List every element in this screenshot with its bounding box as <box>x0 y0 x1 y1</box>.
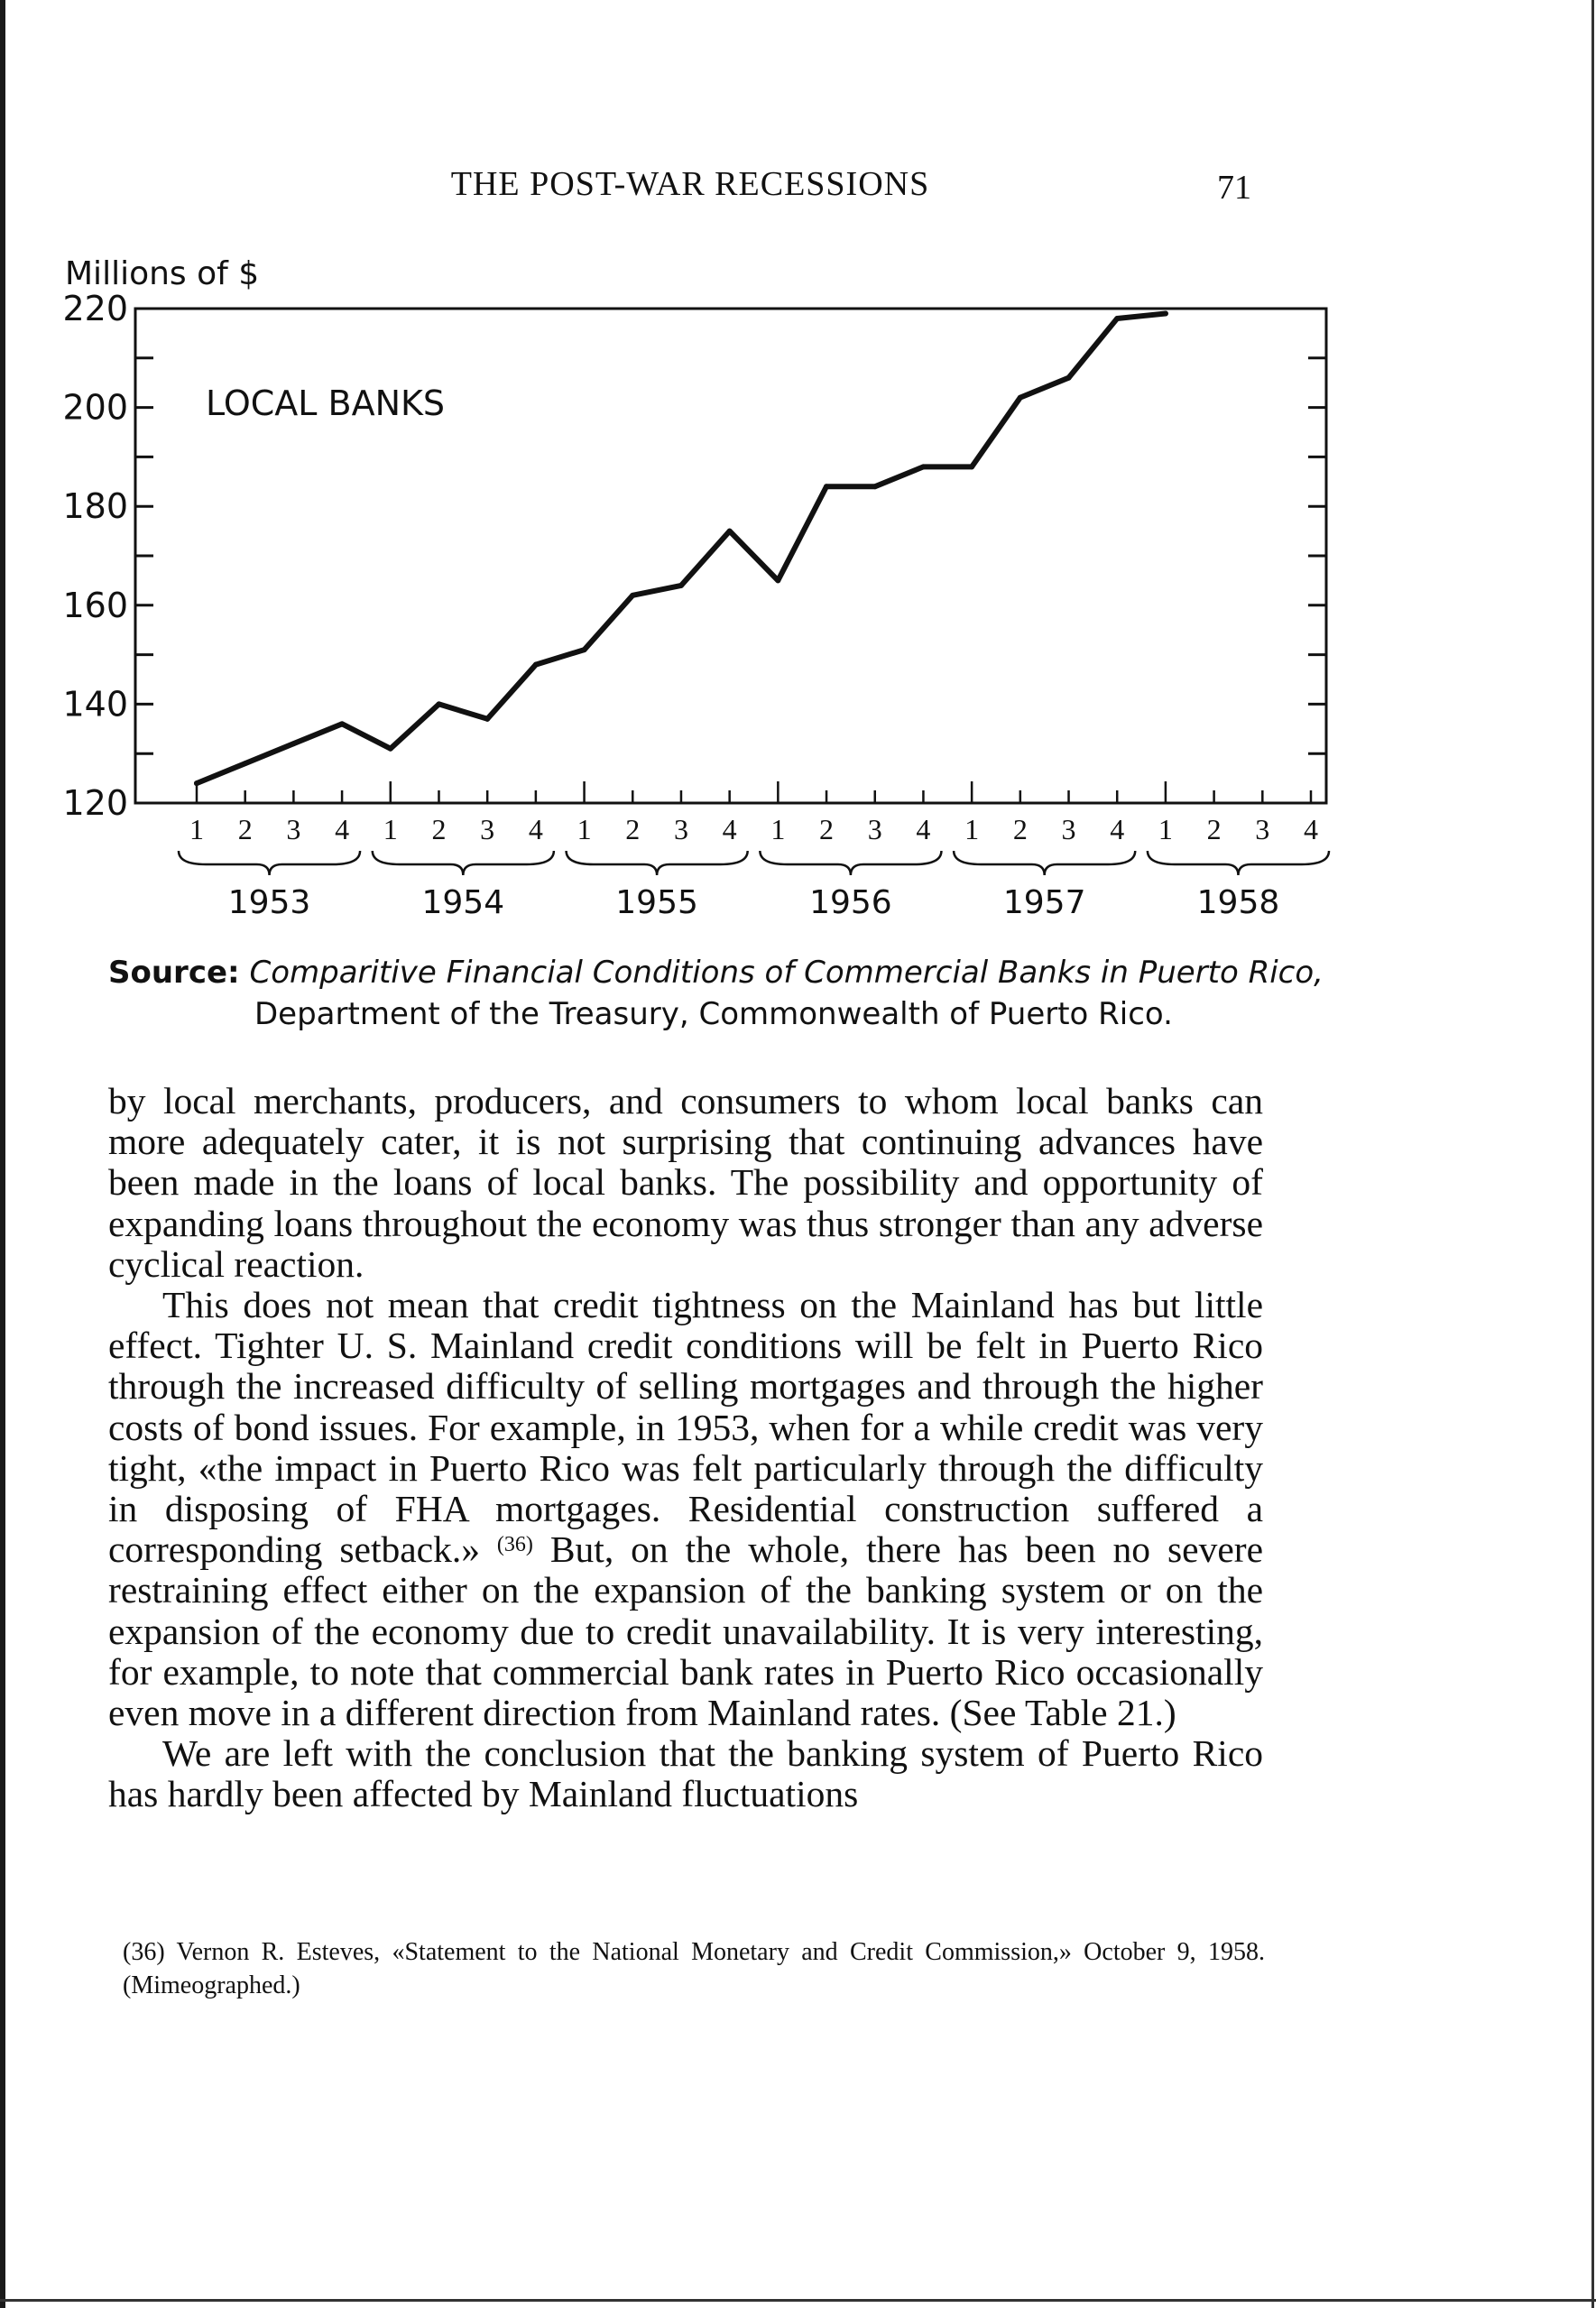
x-quarter-label: 2 <box>625 813 641 845</box>
source-title: Comparitive Financial Conditions of Commercial Banks in Puerto Rico, <box>249 955 1324 991</box>
x-quarter-label: 4 <box>335 813 350 845</box>
data-point <box>533 662 539 668</box>
source-label: Source: <box>108 955 240 991</box>
year-brace <box>567 851 748 875</box>
footnote-text: (36) Vernon R. Esteves, «Statement to the National Monetary and Credit Commission,» October 9, 1958. (Mimeographed.) <box>123 1938 1265 1999</box>
data-point <box>1018 395 1023 401</box>
local-banks-chart <box>0 0 1596 947</box>
running-head: THE POST-WAR RECESSIONS <box>450 165 930 203</box>
year-brace <box>1148 851 1329 875</box>
x-quarter-label: 1 <box>964 813 980 845</box>
paragraph <box>108 1285 1263 1733</box>
data-point <box>388 746 393 752</box>
x-quarter-label: 4 <box>916 813 931 845</box>
x-quarter-label: 4 <box>1110 813 1125 845</box>
data-point <box>436 701 441 706</box>
y-axis <box>62 289 1326 823</box>
chart-title: LOCAL BANKS <box>206 383 446 423</box>
year-brace <box>954 851 1135 875</box>
x-quarter-label: 4 <box>1304 813 1318 845</box>
x-year-label: 1958 <box>1196 884 1280 921</box>
data-point <box>339 721 345 726</box>
y-tick-label: 180 <box>62 486 128 527</box>
x-quarter-label: 2 <box>819 813 835 845</box>
data-point <box>291 741 296 746</box>
y-tick-label: 160 <box>62 585 128 625</box>
y-tick-label: 140 <box>62 684 128 725</box>
x-quarter-label: 1 <box>770 813 786 845</box>
y-tick-label: 120 <box>62 783 128 823</box>
body-text <box>108 1081 1263 1815</box>
x-year-label: 1954 <box>421 884 505 921</box>
year-brace <box>179 851 360 875</box>
x-quarter-label: 3 <box>286 813 301 845</box>
data-point <box>1114 316 1120 321</box>
data-point <box>194 780 199 786</box>
paragraph-text: This does not mean that credit tightness on the Mainland has but little effect. Tighter U. S. Mainland credit conditions will be felt in Puerto Rico through the increased difficulty of selling mortgages and through the higher costs of bond issues. For example, in 1953, when for a while credit was very tight, «the impact in Puerto Rico was felt particularly through the difficulty in disposing of FHA mortgages. Residential construction suffered a corresponding setback.» <box>108 1284 1263 1571</box>
page-number: 71 <box>1217 169 1251 207</box>
x-quarter-label: 2 <box>1206 813 1222 845</box>
y-tick-label: 220 <box>62 289 128 328</box>
year-brace <box>760 851 941 875</box>
x-quarter-label: 1 <box>189 813 204 845</box>
series <box>194 310 1168 786</box>
data-point <box>1163 310 1168 316</box>
x-quarter-label: 2 <box>431 813 447 845</box>
x-quarter-label: 3 <box>480 813 495 845</box>
data-point <box>630 593 635 598</box>
x-year-label: 1956 <box>809 884 892 921</box>
x-quarter-label: 3 <box>1255 813 1270 845</box>
y-axis-label: Millions of $ <box>65 255 260 292</box>
x-quarter-label: 4 <box>528 813 543 845</box>
data-point <box>727 529 733 534</box>
data-point <box>969 464 974 469</box>
x-year-label: 1955 <box>615 884 698 921</box>
paragraph: We are left with the conclusion that the banking system of Puerto Rico has hardly been affected by Mainland fluctuations <box>108 1732 1263 1815</box>
data-point <box>920 464 926 469</box>
x-quarter-label: 1 <box>577 813 592 845</box>
data-point <box>678 583 684 588</box>
paragraph: by local merchants, producers, and consumers to whom local banks can more adequately cater, it is not surprising that continuing advances have been made in the loans of local banks. The possibility and opportunity of expanding loans throughout the economy was thus stronger than any adverse cyclical reaction. <box>108 1080 1263 1285</box>
data-point <box>243 761 248 766</box>
figure-source <box>108 952 1335 1035</box>
x-quarter-label: 2 <box>1012 813 1028 845</box>
paragraph-text: But, on the whole, there has been no severe restraining effect either on the expansion of the banking system or on the expansion of the economy due to credit unavailability. It is very interesting, for example, to note that commercial bank rates in Puerto Rico occasionally even move in a different direction from Mainland rates. (See Table 21.) <box>108 1528 1263 1734</box>
x-quarter-label: 1 <box>1158 813 1173 845</box>
x-year-label: 1957 <box>1002 884 1086 921</box>
x-quarter-label: 2 <box>237 813 253 845</box>
data-point <box>1066 375 1072 381</box>
data-point <box>582 647 587 652</box>
footnote <box>123 1935 1265 2002</box>
year-brace <box>373 851 554 875</box>
page-edge-bottom <box>0 2299 1596 2302</box>
x-quarter-label: 3 <box>867 813 882 845</box>
data-point <box>484 716 490 722</box>
x-quarter-label: 4 <box>722 813 737 845</box>
x-quarter-label: 3 <box>673 813 688 845</box>
y-tick-label: 200 <box>62 387 128 428</box>
x-quarter-label: 3 <box>1061 813 1076 845</box>
footnote-reference: (36) <box>496 1533 533 1557</box>
x-year-label: 1953 <box>227 884 311 921</box>
data-point <box>775 577 780 583</box>
data-point <box>872 484 878 489</box>
data-point <box>824 484 829 489</box>
x-quarter-label: 1 <box>383 813 398 845</box>
source-publisher: Department of the Treasury, Commonwealth of Puerto Rico. <box>254 996 1173 1032</box>
